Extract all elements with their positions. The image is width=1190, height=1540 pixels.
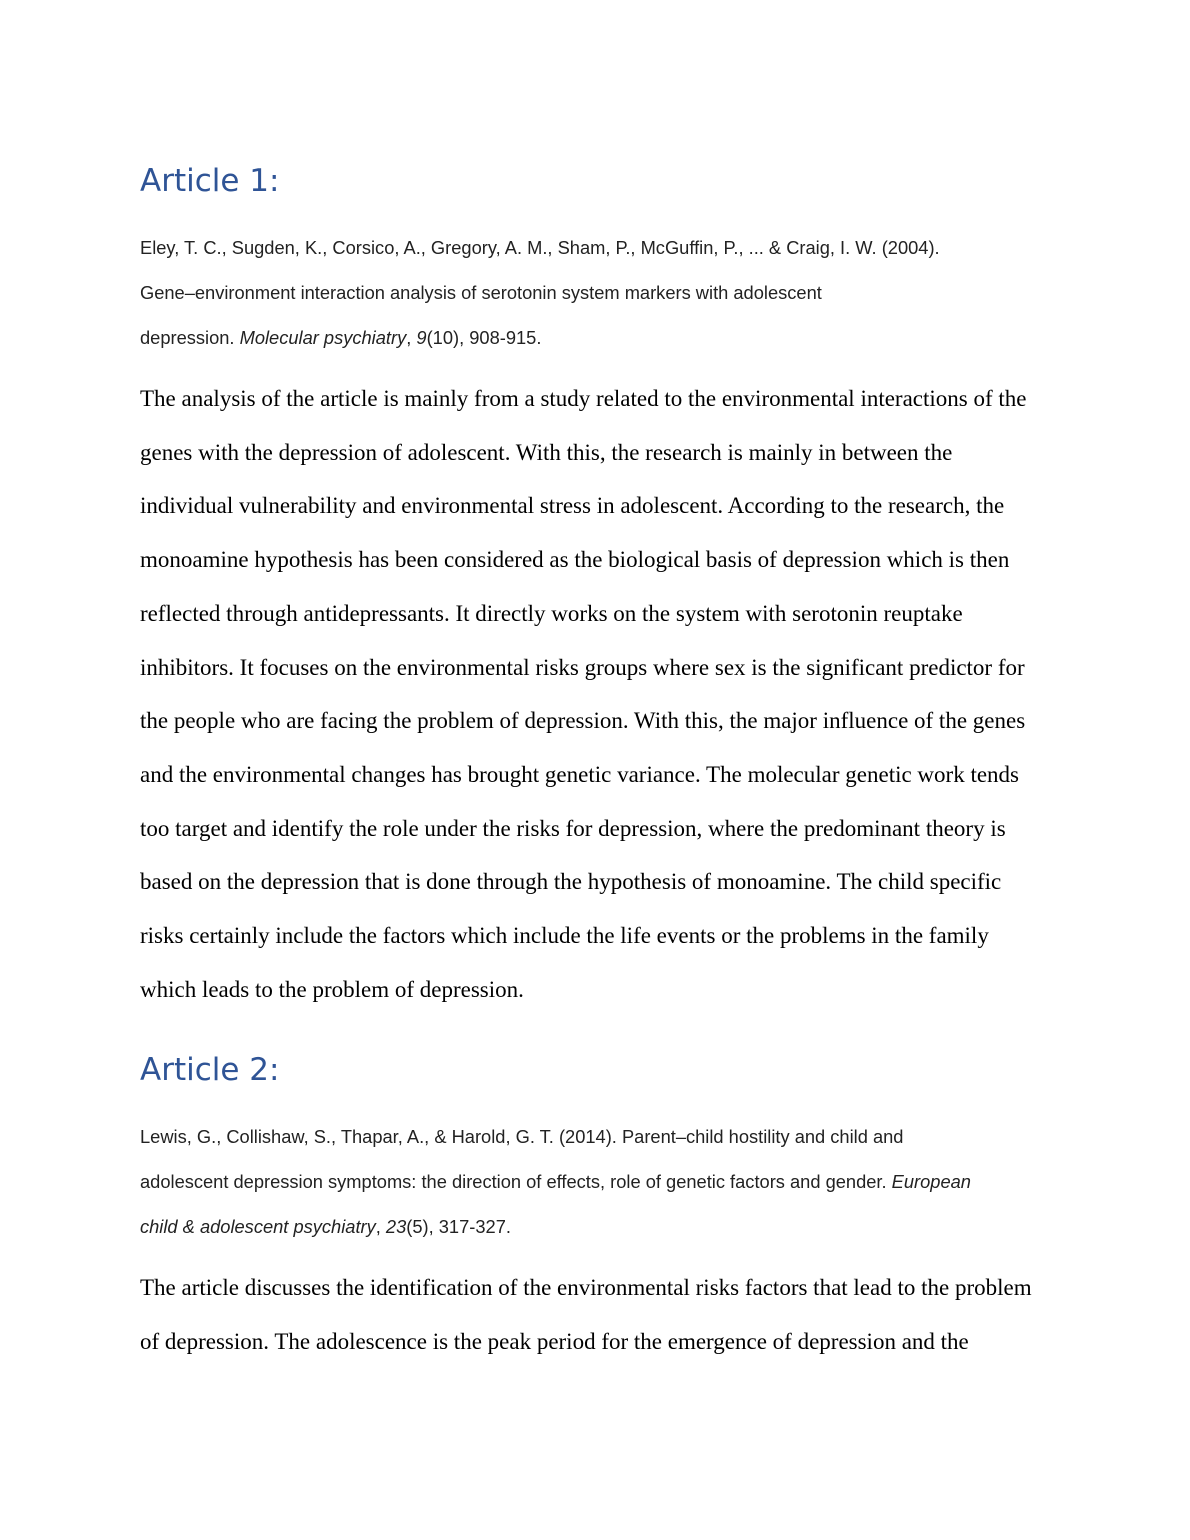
body-line: which leads to the problem of depression.: [140, 976, 524, 1002]
journal-volume: 9: [416, 327, 427, 348]
body-line: based on the depression that is done through the hypothesis of monoamine. The child specific: [140, 869, 1002, 895]
journal-title: child & adolescent psychiatry: [140, 1216, 376, 1237]
body-line: and the environmental changes has brought genetic variance. The molecular genetic work tends: [140, 761, 1019, 787]
journal-title: European: [891, 1171, 971, 1192]
article-2-heading: Article 2:: [140, 1052, 280, 1088]
body-line: of depression. The adolescence is the peak period for the emergence of depression and the: [140, 1328, 969, 1354]
body-line: risks certainly include the factors which include the life events or the problems in the family: [140, 923, 989, 949]
article-2-citation: [140, 1114, 1055, 1249]
citation-line: Eley, T. C., Sugden, K., Corsico, A., Gregory, A. M., Sham, P., McGuffin, P., ... & Craig, I. W. (2004).: [140, 237, 940, 258]
body-line: the people who are facing the problem of depression. With this, the major influence of the genes: [140, 708, 1026, 734]
citation-line: [140, 1204, 1055, 1249]
body-line: monoamine hypothesis has been considered as the biological basis of depression which is then: [140, 547, 1010, 573]
article-2-body: [140, 1261, 1055, 1368]
citation-line: [140, 315, 1055, 360]
body-line: too target and identify the role under the risks for depression, where the predominant theory is: [140, 815, 1006, 841]
citation-text: depression.: [140, 327, 240, 348]
citation-separator: ,: [406, 327, 417, 348]
body-line: The article discusses the identification of the environmental risks factors that lead to the problem: [140, 1275, 1032, 1300]
citation-separator: ,: [375, 1216, 386, 1237]
body-line: inhibitors. It focuses on the environmental risks groups where sex is the significant predictor for: [140, 654, 1025, 680]
body-line: The analysis of the article is mainly from a study related to the environmental interactions of the: [140, 386, 1027, 411]
journal-volume: 23: [385, 1216, 407, 1237]
journal-title: Molecular psychiatry: [239, 327, 407, 348]
body-line: individual vulnerability and environmental stress in adolescent. According to the research, the: [140, 493, 1005, 519]
citation-line: Lewis, G., Collishaw, S., Thapar, A., & Harold, G. T. (2014). Parent–child hostility and child and: [140, 1126, 904, 1147]
citation-text: adolescent depression symptoms: the direction of effects, role of genetic factors and gender.: [140, 1171, 892, 1192]
article-1-citation: [140, 225, 1055, 360]
body-line: reflected through antidepressants. It directly works on the system with serotonin reuptake: [140, 600, 963, 626]
citation-line: [140, 1159, 1055, 1204]
citation-pages: (10), 908-915.: [426, 327, 542, 348]
citation-line: Gene–environment interaction analysis of serotonin system markers with adolescent: [140, 282, 822, 303]
article-1-body: [140, 372, 1055, 1016]
citation-pages: (5), 317-327.: [406, 1216, 511, 1237]
article-1-heading: Article 1:: [140, 163, 280, 199]
body-line: genes with the depression of adolescent. With this, the research is mainly in between the: [140, 439, 953, 465]
